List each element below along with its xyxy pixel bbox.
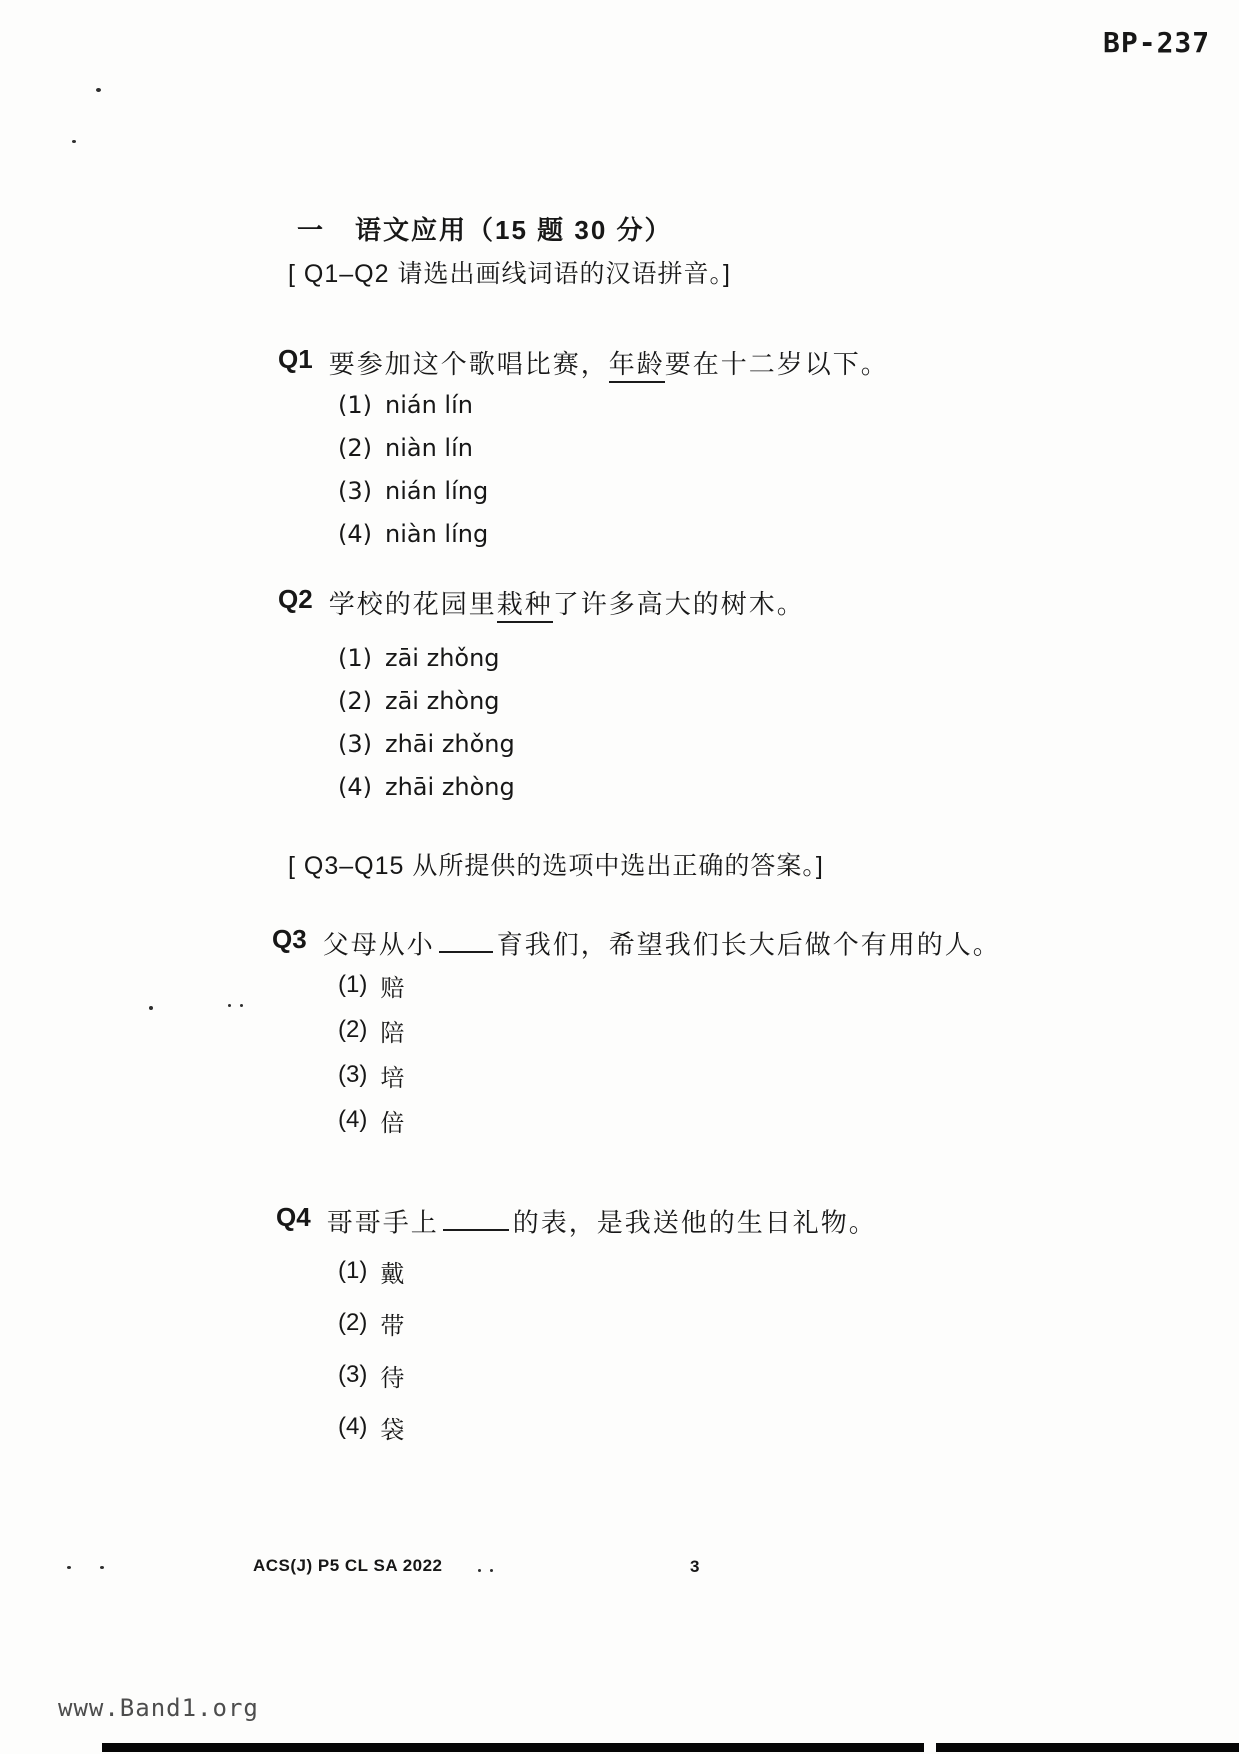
- q2-option-4: [338, 772, 515, 802]
- q3-option-4-number: (4): [338, 1106, 368, 1133]
- q3-fill-in-blank: [439, 924, 493, 953]
- scan-speck: [228, 1004, 231, 1007]
- q4-option-2-text: 带: [380, 1312, 406, 1340]
- question-q3-label: Q3: [272, 924, 307, 954]
- q4-option-4-text: 袋: [380, 1416, 406, 1444]
- q4-option-3-text: 待: [380, 1364, 406, 1392]
- q1-option-2-number: (2): [338, 434, 372, 462]
- q4-option-2: [338, 1308, 405, 1338]
- scan-edge-bar-right: [936, 1743, 1239, 1752]
- q1-option-1-number: (1): [338, 391, 372, 419]
- scan-speck: [149, 1006, 153, 1010]
- question-q4-text: [327, 1202, 877, 1239]
- q3-stem-post: 育我们，希望我们长大后做个有用的人。: [496, 929, 1001, 960]
- q1-option-2-text: niàn lín: [385, 434, 473, 462]
- watermark-url: www.Band1.org: [58, 1694, 259, 1722]
- q4-option-3: [338, 1360, 405, 1390]
- booklet-code: BP-237: [1103, 26, 1211, 59]
- question-q2-text: [329, 584, 805, 621]
- q1-option-1-text: nián lín: [385, 391, 473, 419]
- q2-option-3: [338, 729, 515, 759]
- scan-speck: [72, 140, 76, 143]
- q2-option-4-text: zhāi zhòng: [385, 773, 515, 801]
- question-q4-options: [338, 1256, 405, 1464]
- question-q3-stem: [272, 924, 1001, 961]
- scan-speck: [490, 1569, 493, 1572]
- section-heading: [297, 210, 673, 247]
- q1-stem-post: 要在十二岁以下。: [664, 349, 889, 379]
- question-q1-stem: [278, 344, 889, 381]
- instruction-q1-q2: [ Q1–Q2 请选出画线词语的汉语拼音。]: [288, 260, 731, 288]
- question-q4-label: Q4: [276, 1202, 311, 1232]
- q3-option-3: [338, 1060, 405, 1090]
- q3-option-1: [338, 970, 405, 1000]
- section-number: 一: [297, 215, 326, 245]
- question-q2-stem: [278, 584, 805, 621]
- q3-option-4: [338, 1105, 405, 1135]
- q3-option-1-number: (1): [338, 971, 368, 998]
- scan-edge-bar-left: [102, 1743, 924, 1752]
- question-q2-label: Q2: [278, 584, 313, 614]
- question-q3-options: [338, 970, 405, 1150]
- scan-speck: [240, 1004, 243, 1007]
- q2-option-4-number: (4): [338, 773, 372, 801]
- q1-option-4: [338, 519, 488, 549]
- question-q3-text: [323, 924, 1001, 961]
- q1-underlined-term: 年龄: [609, 349, 665, 383]
- question-q1-text: [329, 344, 889, 381]
- page-number: 3: [690, 1557, 700, 1576]
- q2-option-2-number: (2): [338, 687, 372, 715]
- q1-option-2: [338, 433, 488, 463]
- q3-option-3-number: (3): [338, 1061, 368, 1088]
- q4-fill-in-blank: [443, 1202, 509, 1231]
- q4-option-1-number: (1): [338, 1257, 368, 1284]
- section-title: 语文应用（15 题 30 分）: [355, 215, 673, 245]
- q1-option-4-text: niàn líng: [385, 520, 489, 548]
- q4-option-1-text: 戴: [380, 1260, 406, 1288]
- q2-stem-pre: 学校的花园里: [328, 589, 497, 619]
- q3-option-1-text: 赔: [380, 974, 406, 1002]
- q2-option-2-text: zāi zhòng: [385, 687, 500, 715]
- q2-option-3-text: zhāi zhǒng: [385, 730, 515, 758]
- q1-option-1: [338, 390, 488, 420]
- footer-exam-code: ACS(J) P5 CL SA 2022: [253, 1556, 443, 1575]
- q3-option-2-number: (2): [338, 1016, 368, 1043]
- q4-option-3-number: (3): [338, 1361, 368, 1388]
- scan-speck: [100, 1566, 104, 1569]
- q2-option-1-text: zāi zhǒng: [385, 644, 500, 672]
- scan-speck: [96, 88, 101, 92]
- question-q1-label: Q1: [278, 344, 313, 374]
- question-q1-options: [338, 390, 488, 562]
- q4-option-1: [338, 1256, 405, 1286]
- q3-option-4-text: 倍: [380, 1109, 406, 1137]
- q1-option-3: [338, 476, 488, 506]
- q3-option-3-text: 培: [380, 1064, 406, 1092]
- q1-stem-pre: 要参加这个歌唱比赛，: [328, 349, 609, 379]
- q3-option-2-text: 陪: [380, 1019, 406, 1047]
- q2-stem-post: 了许多高大的树木。: [552, 589, 805, 619]
- q4-stem-post: 的表，是我送他的生日礼物。: [512, 1207, 877, 1238]
- q3-option-2: [338, 1015, 405, 1045]
- q4-option-4-number: (4): [338, 1413, 368, 1440]
- q4-option-2-number: (2): [338, 1309, 368, 1336]
- question-q2-options: [338, 643, 515, 815]
- q2-underlined-term: 栽种: [497, 589, 553, 623]
- q2-option-3-number: (3): [338, 730, 372, 758]
- q3-stem-pre: 父母从小: [322, 929, 435, 960]
- q2-option-1: [338, 643, 515, 673]
- instruction-q3-q15: [ Q3–Q15 从所提供的选项中选出正确的答案。]: [288, 852, 824, 880]
- scan-speck: [478, 1569, 481, 1572]
- q4-option-4: [338, 1412, 405, 1442]
- q1-option-3-text: nián líng: [385, 477, 489, 505]
- scan-speck: [67, 1566, 71, 1569]
- question-q4-stem: [276, 1202, 877, 1239]
- q2-option-2: [338, 686, 515, 716]
- q4-stem-pre: 哥哥手上: [326, 1207, 439, 1238]
- q2-option-1-number: (1): [338, 644, 372, 672]
- q1-option-3-number: (3): [338, 477, 372, 505]
- q1-option-4-number: (4): [338, 520, 372, 548]
